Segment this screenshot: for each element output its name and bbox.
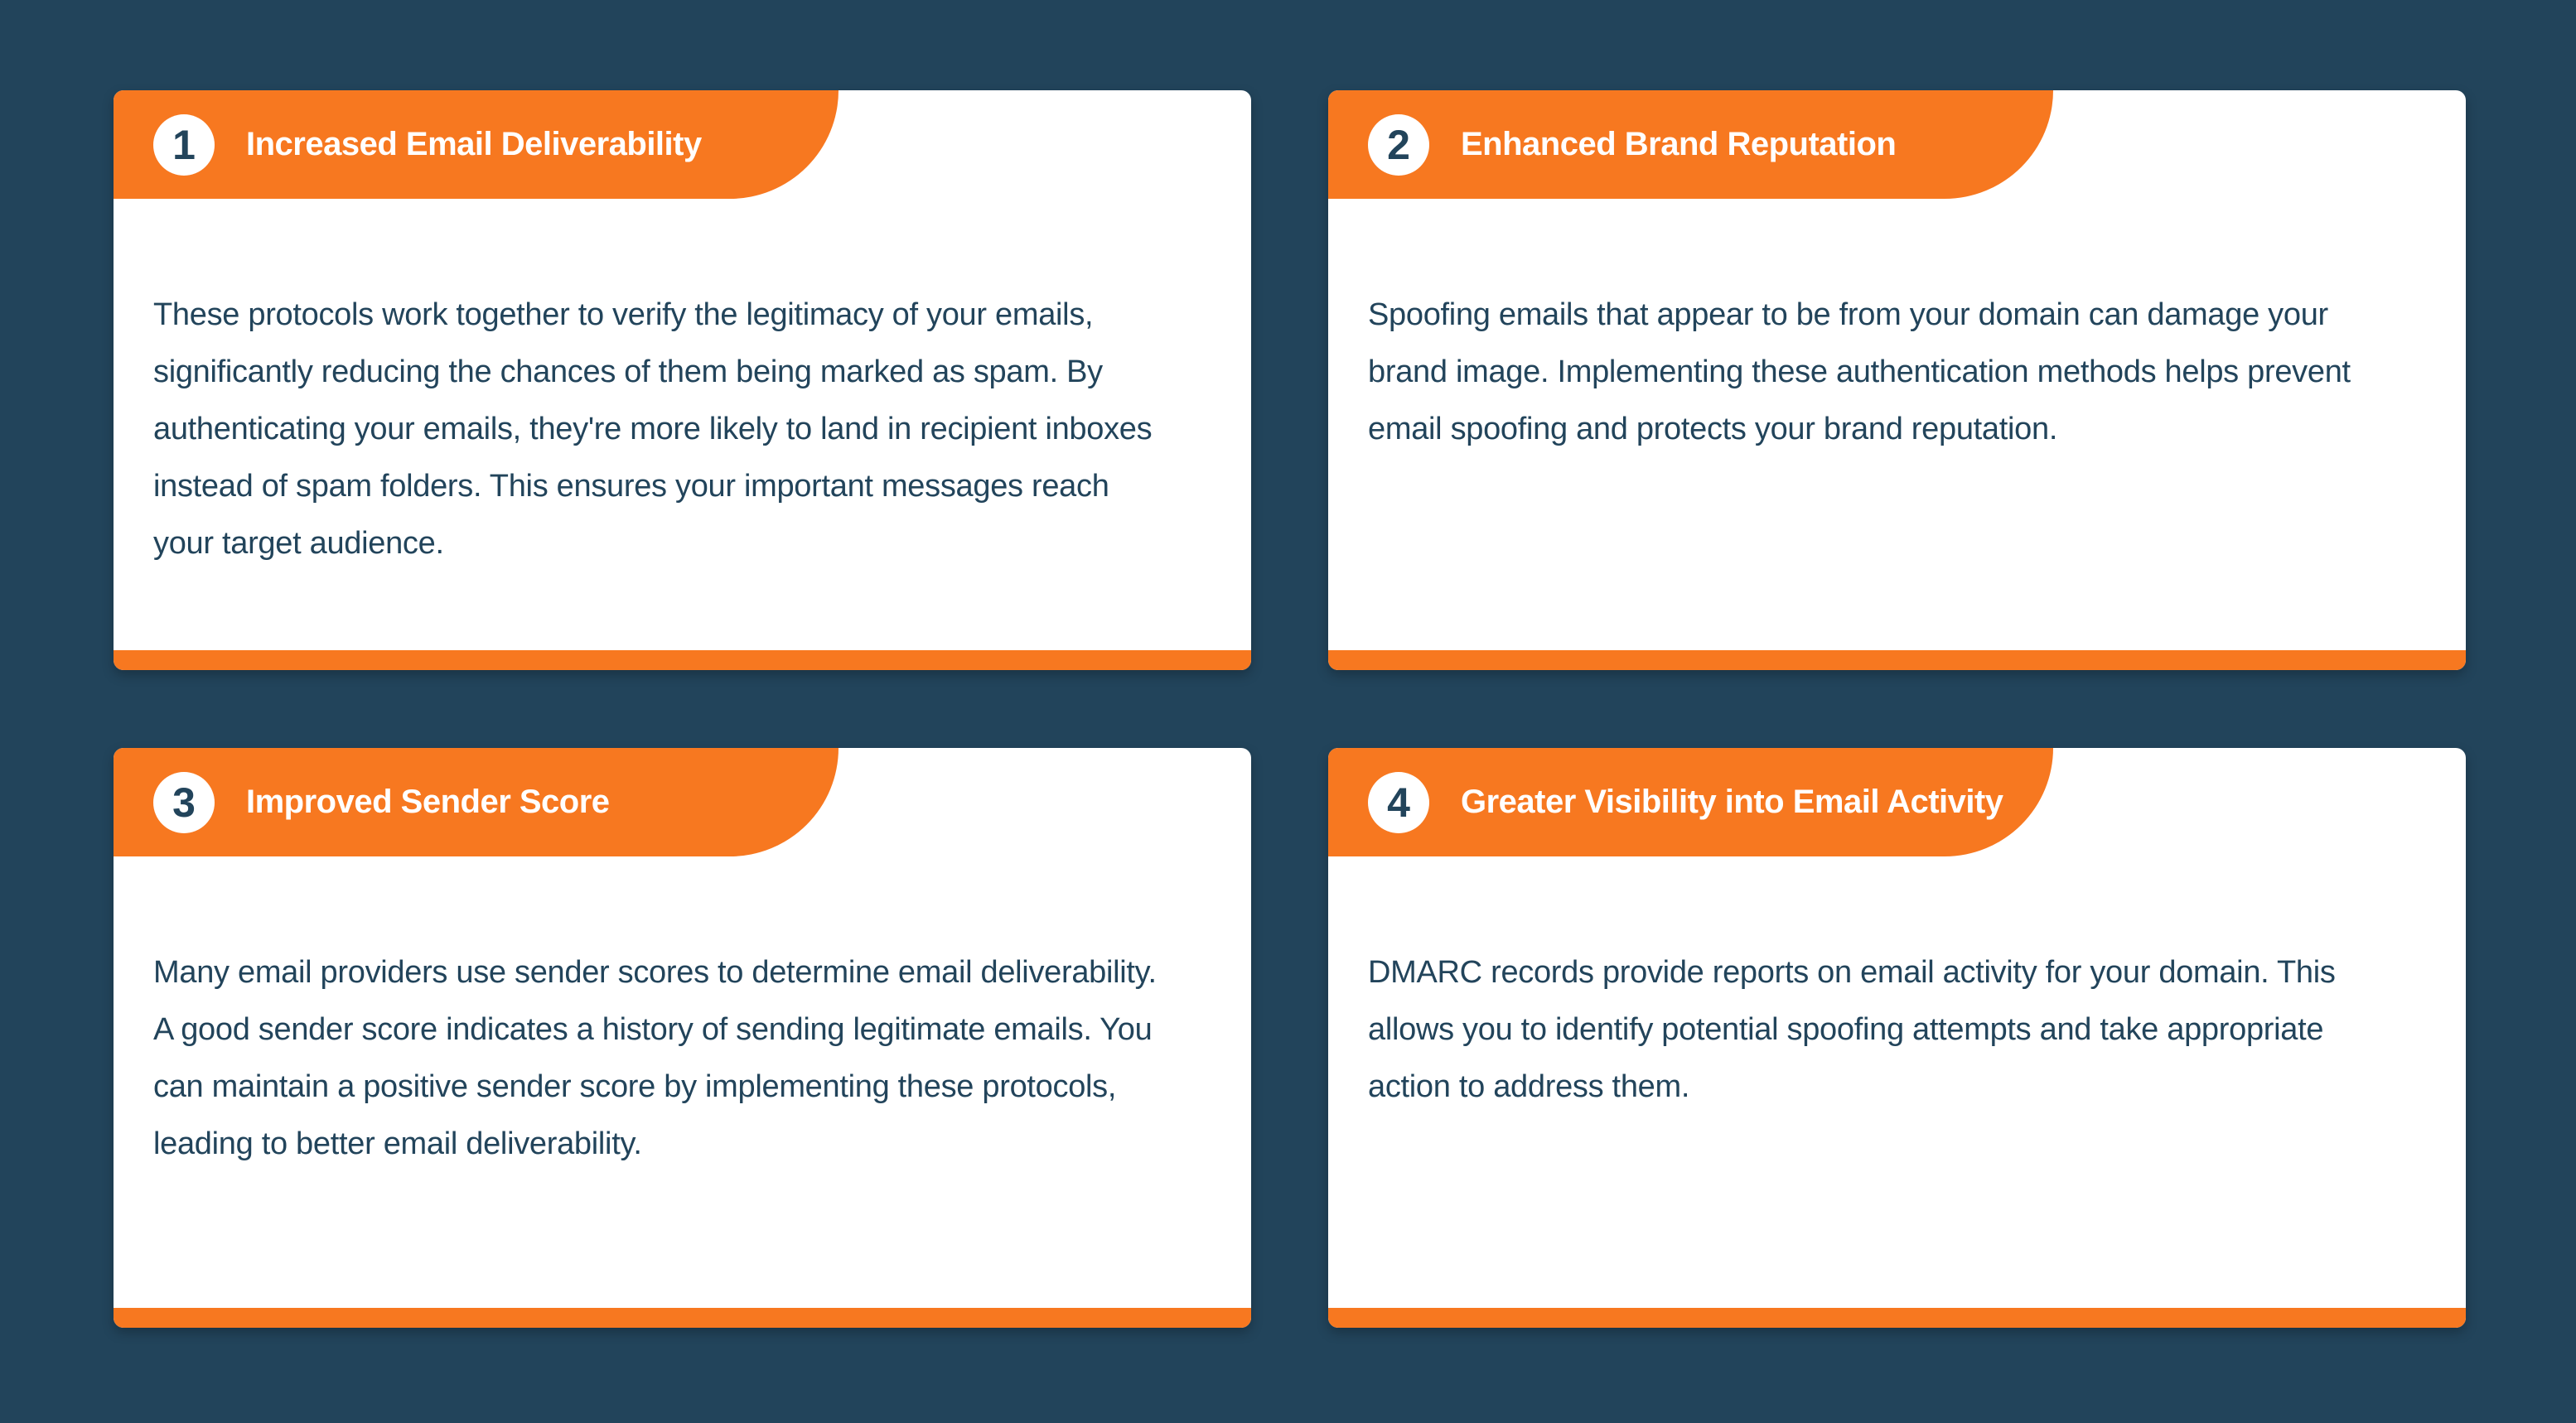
card-footer-bar — [114, 650, 1251, 670]
card-description: Many email providers use sender scores to determine email deliverability. A good sender score indicates a history of sending legitimate emails. You can maintain a positive sender score by implementing these protocols, leading to better email deliverability. — [153, 955, 1157, 1161]
number-badge: 3 — [153, 772, 215, 833]
number-badge: 1 — [153, 114, 215, 176]
card-footer-bar — [1328, 1308, 2466, 1328]
card-header — [1328, 748, 2053, 856]
card-header — [114, 90, 839, 199]
benefits-grid — [114, 90, 2466, 1328]
card-description: Spoofing emails that appear to be from your domain can damage your brand image. Implementing these authentication methods helps prevent email spoofing and protects your brand reputation. — [1368, 297, 2351, 446]
number-badge: 2 — [1368, 114, 1429, 176]
benefit-card-3 — [114, 748, 1251, 1328]
benefit-card-1 — [114, 90, 1251, 670]
benefit-card-4 — [1328, 748, 2466, 1328]
card-title: Enhanced Brand Reputation — [1461, 126, 1897, 162]
card-footer-bar — [114, 1308, 1251, 1328]
card-footer-bar — [1328, 650, 2466, 670]
card-description: These protocols work together to verify the legitimacy of your emails, significantly reducing the chances of them being marked as spam. By authenticating your emails, they're more likely to land in recipient inboxes instead of spam folders. This ensures your important messages reach your target audience. — [153, 297, 1153, 561]
card-title: Improved Sender Score — [246, 784, 610, 820]
card-header — [1328, 90, 2053, 199]
card-title: Greater Visibility into Email Activity — [1461, 784, 2003, 820]
benefit-card-2 — [1328, 90, 2466, 670]
card-title: Increased Email Deliverability — [246, 126, 702, 162]
card-description: DMARC records provide reports on email activity for your domain. This allows you to identify potential spoofing attempts and take appropriate action to address them. — [1368, 955, 2336, 1104]
number-badge: 4 — [1368, 772, 1429, 833]
card-header — [114, 748, 839, 856]
